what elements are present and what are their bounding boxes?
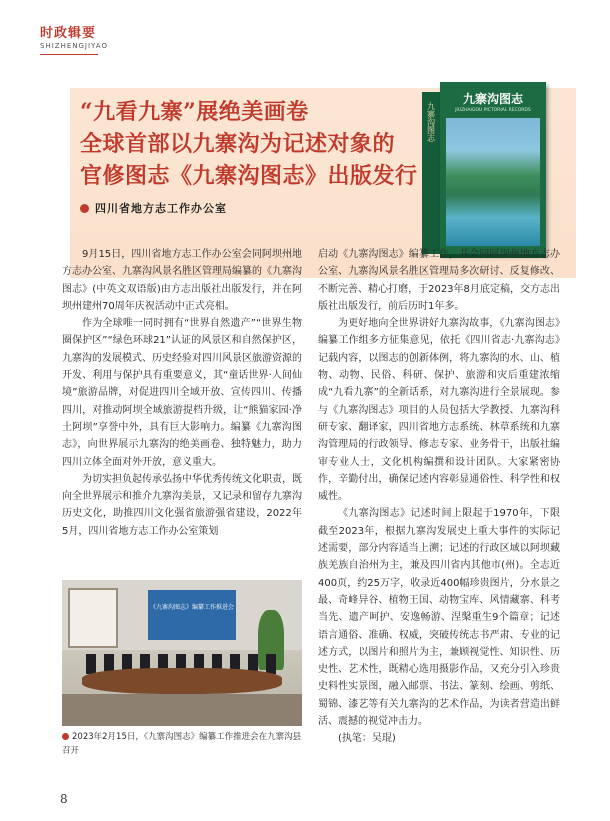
- headline: [80, 96, 440, 192]
- bullet-icon: [80, 204, 89, 213]
- paragraph: 9月15日，四川省地方志工作办公室会同阿坝州地方志办公室、九寨沟风景名胜区管理局编纂的《九寨沟图志》(中英文双语版)由方志出版社出版发行，并在阿坝州建州70周年庆祝活动中正式亮相。: [62, 249, 302, 312]
- section-title-en: SHIZHENGJIYAO: [40, 42, 108, 50]
- author-line: [80, 200, 227, 216]
- article-column-right: [318, 246, 560, 748]
- book-spine: [422, 92, 440, 254]
- photo-screen-text: 《九寨沟图志》编纂工作推进会: [149, 604, 234, 611]
- book-title: 九寨沟图志: [462, 92, 523, 106]
- page-number: 8: [60, 792, 68, 806]
- photo-table: [82, 668, 282, 694]
- paragraph: 作为全球唯一同时拥有“世界自然遗产”“世界生物圈保护区”“绿色环球21”认证的风景区和自然保护区，九寨沟的发展模式、历史经验对四川风景区旅游资源的开发、利用与保护具有重要意义，其“童话世界·人间仙境”旅游品牌，对促进四川全域开放、宣传四川、传播四川，对推动阿坝全域旅游提档升级，让“熊猫家园·净土阿坝”享誉中外，具有巨大影响力。编纂《九寨沟图志》，向世界展示九寨沟的绝美画卷、独特魅力，助力四川立体全面对外开放，意义重大。: [62, 318, 302, 468]
- meeting-photo: [62, 580, 302, 726]
- bullet-icon: [62, 733, 69, 740]
- paragraph: 为更好地向全世界讲好九寨沟故事，《九寨沟图志》编纂工作组多方征集意见，依托《四川省志·九寨沟志》记载内容，以图志的创新体例，将九寨沟的水、山、植物、动物、民俗、科研、保护、旅游和灾后重建浓缩成“九看九寨”的全新话系，对九寨沟进行全景展现。参与《九寨沟图志》项目的人员包括大学教授、九寨沟科研专家、翻译家，四川省地方志系统、林草系统和九寨沟管理局的行政领导、修志专家、业务骨干，出版社编审专业人士，文化机构编撰和设计团队。大家紧密协作，辛勤付出，确保记述内容彰显通俗性、科学性和权威性。: [318, 318, 560, 503]
- headline-line-3: 官修图志《九寨沟图志》出版发行: [80, 163, 418, 189]
- paragraph: 《九寨沟图志》记述时间上限起于1970年，下限截至2023年，根据九寨沟发展史上重大事件的实际记述需要，部分内容适当上溯；记述的行政区域以阿坝藏族羌族自治州为主，兼及四川省内其他市(州)。全志近400页，约25万字，收录近400幅珍贵图片，分水景之最、奇峰异谷、植物王国、动物宝库、风情藏寨、科考当先、遗产呵护、安逸畅游、涅槃重生9个篇章；记述语言通俗、准确、权威，突破传统志书严肃、专业的记述方式，以图片和照片为主，兼顾视觉性、知识性、历史性、艺术性，既精心选用摄影作品，又充分引入珍贵史料性实景图，融入邮票、书法、篆刻、绘画、剪纸、蜀锦、漆艺等有关九寨沟的艺术作品，为读者营造出鲜活、震撼的视觉冲击力。: [318, 508, 560, 728]
- headline-line-1: “九看九寨”展绝美画卷: [80, 99, 309, 125]
- book-spine-text: 九寨沟图志: [426, 102, 436, 142]
- paragraph: 为切实担负起传承弘扬中华优秀传统文化职责，既向全世界展示和推介九寨沟美景，又记录和留存九寨沟历史文化，助推四川文化强省旅游强省建设，2022年5月，四川省地方志工作办公室策划: [62, 473, 302, 537]
- headline-line-2: 全球首部以九寨沟为记述对象的: [80, 131, 396, 157]
- caption-text: 2023年2月15日，《九寨沟图志》编纂工作推进会在九寨沟县召开: [62, 732, 302, 756]
- article-column-left: [62, 246, 302, 540]
- section-header: [40, 26, 108, 51]
- photo-screen: [148, 590, 236, 640]
- author: 四川省地方志工作办公室: [95, 202, 227, 215]
- photo-window: [68, 588, 118, 648]
- book-front: [440, 82, 546, 254]
- book-subtitle: JIUZHAIGOU PICTORIAL RECORDS: [455, 108, 531, 113]
- paragraph: 启动《九寨沟图志》编纂工作，并会同阿坝州地方志办公室、九寨沟风景名胜区管理局多次研讨、反复修改、不断完善、精心打磨，于2023年8月底定稿，交方志出版社出版发行，前后历时1年多。: [318, 249, 560, 312]
- photo-floor: [62, 694, 302, 726]
- section-divider: [40, 54, 98, 55]
- byline: (执笔：吴琨): [338, 733, 396, 745]
- photo-caption: [62, 730, 302, 758]
- book-cover-image: [422, 82, 548, 258]
- book-landscape-photo: [446, 118, 540, 246]
- section-title: 时政辑要: [40, 26, 97, 41]
